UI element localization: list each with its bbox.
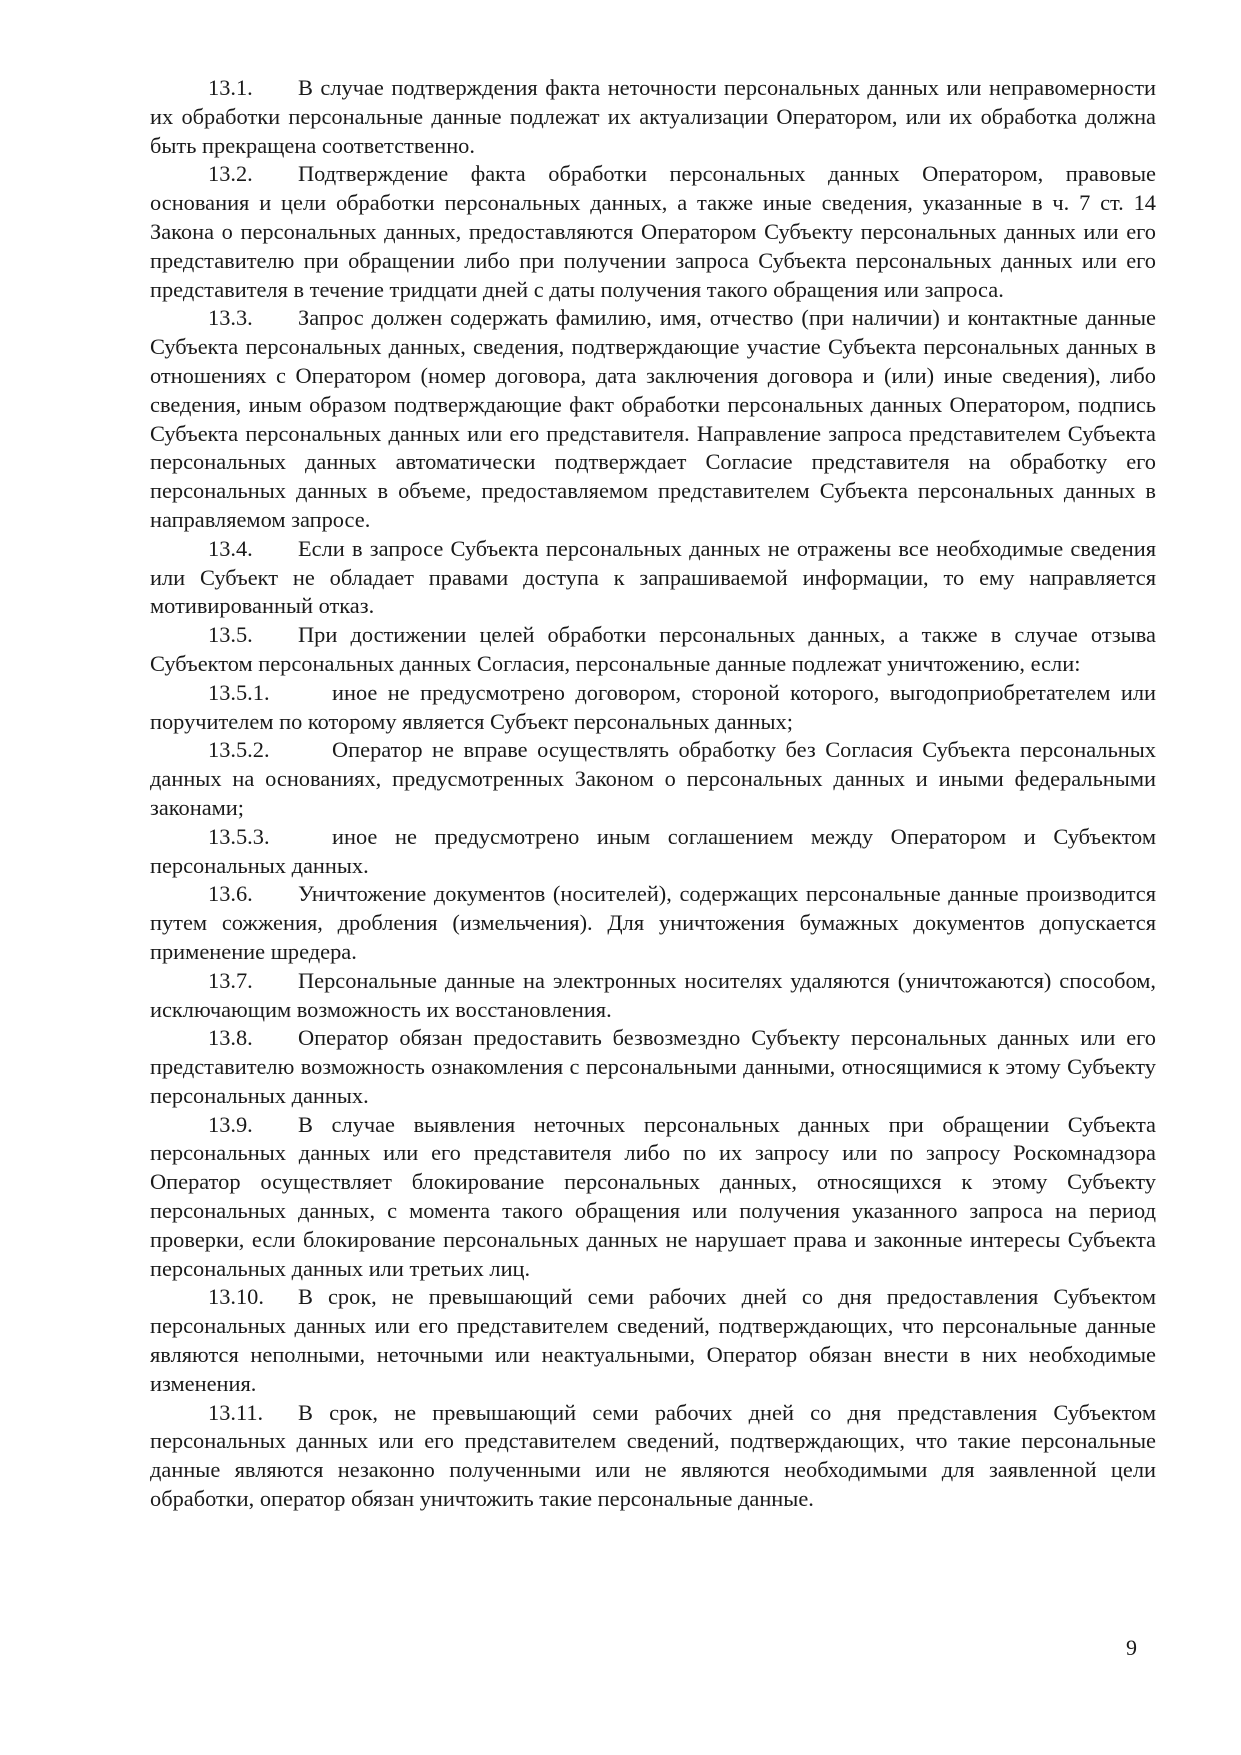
paragraph-number: 13.5.: [208, 622, 253, 648]
paragraph-number: 13.1.: [208, 75, 253, 100]
paragraph-13-4: [150, 535, 1156, 621]
paragraph-number: 13.6.: [208, 881, 253, 907]
paragraph-text: иное не предусмотрено договором, стороной которого, выгодоприобретателем или поручителем по которому является Субъект персональных данных;: [150, 679, 1156, 734]
paragraph-number: 13.3.: [208, 305, 253, 331]
paragraph-number: 13.2.: [208, 161, 253, 187]
paragraph-13-11: [150, 1399, 1156, 1514]
paragraph-13-5-2: [150, 736, 1156, 822]
paragraph-number: 13.7.: [208, 967, 253, 993]
paragraph-number: 13.5.2.: [208, 737, 270, 763]
paragraph-text: иное не предусмотрено иным соглашением между Оператором и Субъектом персональных данных.: [150, 823, 1156, 878]
paragraph-number: 13.8.: [208, 1025, 253, 1051]
paragraph-13-1: [150, 74, 1156, 160]
paragraph-13-6: [150, 880, 1156, 966]
paragraph-number: 13.10.: [208, 1284, 264, 1310]
paragraph-13-5-3: [150, 823, 1156, 881]
paragraph-13-7: [150, 967, 1156, 1025]
paragraph-text: Персональные данные на электронных носителях удаляются (уничтожаются) способом, исключающим возможность их восстановления.: [150, 967, 1156, 1022]
paragraph-text: В случае подтверждения факта неточности персональных данных или неправомерности их обработки персональные данные подлежат их актуализации Оператором, или их обработка должна быть прекращена соответственно.: [150, 75, 1156, 158]
paragraph-number: 13.5.3.: [208, 823, 270, 849]
paragraph-number: 13.4.: [208, 535, 253, 561]
paragraph-13-10: [150, 1283, 1156, 1398]
paragraph-text: В случае выявления неточных персональных данных при обращении Субъекта персональных данных или его представителя либо по их запросу или по запросу Роскомнадзора Оператор осуществляет блокирование персональных данных, относящихся к этому Субъекту персональных данных, с момента такого обращения или получения указанного запроса на период проверки, если блокирование персональных данных не нарушает права и законные интересы Субъекта персональных данных или третьих лиц.: [150, 1111, 1156, 1281]
page-number: 9: [1126, 1635, 1137, 1660]
paragraph-13-8: [150, 1024, 1156, 1110]
paragraph-text: Запрос должен содержать фамилию, имя, отчество (при наличии) и контактные данные Субъекта персональных данных, сведения, подтверждающие участие Субъекта персональных данных в отношениях с Оператором (номер договора, дата заключения договора и (или) иные сведения), либо сведения, иным образом подтверждающие факт обработки персональных данных Оператором, подпись Субъекта персональных данных или его представителя. Направление запроса представителем Субъекта персональных данных автоматически подтверждает Согласие представителя на обработку его персональных данных в объеме, предоставляемом представителем Субъекта персональных данных в направляемом запросе.: [150, 305, 1156, 532]
paragraph-13-3: [150, 304, 1156, 534]
paragraph-text: В срок, не превышающий семи рабочих дней со дня представления Субъектом персональных данных или его представителем сведений, подтверждающих, что такие персональные данные являются незаконно полученными или не являются необходимыми для заявленной цели обработки, оператор обязан уничтожить такие персональные данные.: [150, 1399, 1156, 1512]
paragraph-text: В срок, не превышающий семи рабочих дней со дня предоставления Субъектом персональных данных или его представителем сведений, подтверждающих, что персональные данные являются неполными, неточными или неактуальными, Оператор обязан внести в них необходимые изменения.: [150, 1284, 1156, 1396]
paragraph-text: При достижении целей обработки персональных данных, а также в случае отзыва Субъектом персональных данных Согласия, персональные данные подлежат уничтожению, если:: [150, 622, 1156, 676]
paragraph-13-5: [150, 621, 1156, 679]
paragraph-text: Если в запросе Субъекта персональных данных не отражены все необходимые сведения или Субъект не обладает правами доступа к запрашиваемой информации, то ему направляется мотивированный отказ.: [150, 535, 1156, 619]
paragraph-number: 13.11.: [208, 1399, 264, 1425]
paragraph-text: Оператор не вправе осуществлять обработку без Согласия Субъекта персональных данных на основаниях, предусмотренных Законом о персональных данных и иными федеральными законами;: [150, 737, 1156, 820]
paragraph-number: 13.5.1.: [208, 679, 270, 705]
paragraph-13-2: [150, 160, 1156, 304]
paragraph-text: Оператор обязан предоставить безвозмездно Субъекту персональных данных или его представителю возможность ознакомления с персональными данными, относящимися к этому Субъекту персональных данных.: [150, 1025, 1156, 1108]
paragraph-13-5-1: [150, 679, 1156, 737]
paragraph-number: 13.9.: [208, 1111, 253, 1137]
document-body: [150, 74, 1156, 1514]
paragraph-text: Уничтожение документов (носителей), содержащих персональные данные производится путем сожжения, дробления (измельчения). Для уничтожения бумажных документов допускается применение шредера.: [150, 881, 1156, 964]
paragraph-text: Подтверждение факта обработки персональных данных Оператором, правовые основания и цели обработки персональных данных, а также иные сведения, указанные в ч. 7 ст. 14 Закона о персональных данных, предоставляются Оператором Субъекту персональных данных или его представителю при обращении либо при получении запроса Субъекта персональных данных или его представителя в течение тридцати дней с даты получения такого обращения или запроса.: [150, 161, 1156, 302]
paragraph-13-9: [150, 1111, 1156, 1284]
